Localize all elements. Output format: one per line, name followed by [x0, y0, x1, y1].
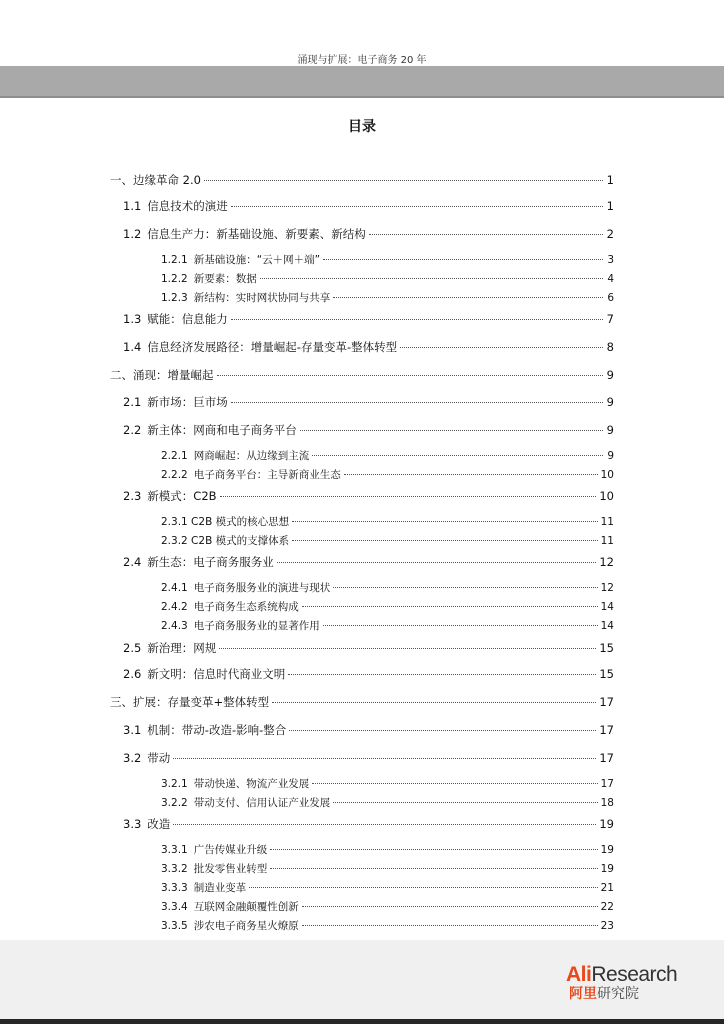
toc-entry-page: 18 — [600, 797, 614, 809]
toc-dot-leader — [312, 783, 597, 784]
toc-entry-page: 19 — [599, 817, 614, 831]
toc-entry-number: 2.2.2 — [161, 469, 188, 481]
toc-entry-title: 电子商务服务业的演进与现状 — [193, 582, 331, 594]
toc-entry-title: 电子商务生态系统构成 — [193, 601, 299, 613]
toc-entry[interactable] — [161, 271, 614, 287]
toc-entry-page: 9 — [606, 423, 614, 437]
toc-entry-number: 3.3.2 — [161, 863, 188, 875]
toc-dot-leader — [302, 906, 598, 907]
toc-dot-leader — [260, 278, 603, 279]
toc-entry[interactable] — [161, 861, 614, 877]
toc-title: 目录 — [348, 119, 376, 135]
toc-dot-leader — [289, 730, 596, 731]
logo-text-ali: Ali — [566, 963, 592, 986]
toc-dot-leader — [312, 455, 603, 456]
toc-dot-leader — [270, 849, 597, 850]
toc-entry[interactable] — [161, 290, 614, 306]
toc-entry[interactable] — [123, 750, 614, 766]
toc-entry[interactable] — [161, 899, 614, 915]
toc-entry-page: 8 — [606, 340, 614, 354]
toc-entry[interactable] — [161, 533, 614, 549]
toc-entry-title: 三、扩展：存量变革+整体转型 — [110, 695, 270, 709]
toc-entry-page: 9 — [606, 368, 614, 382]
toc-entry-number: 2.3 — [123, 489, 142, 503]
toc-entry-page: 19 — [600, 844, 614, 856]
toc-entry[interactable] — [123, 339, 614, 355]
running-header: 涌现与扩展：电子商务 20 年 — [297, 55, 427, 66]
toc-entry-page: 7 — [606, 312, 614, 326]
logo-text-cn-institute: 研究院 — [597, 986, 639, 1002]
toc-dot-leader — [302, 925, 598, 926]
toc-entry[interactable] — [161, 252, 614, 268]
toc-entry-number: 3.2.1 — [161, 778, 188, 790]
toc-dot-leader — [277, 562, 597, 563]
toc-dot-leader — [270, 868, 597, 869]
toc-dot-leader — [288, 674, 596, 675]
toc-entry[interactable] — [161, 599, 614, 615]
toc-entry-title: 信息生产力：新基础设施、新要素、新结构 — [147, 227, 366, 241]
toc-entry-page: 11 — [600, 535, 614, 547]
toc-dot-leader — [173, 758, 596, 759]
toc-entry-page: 10 — [599, 489, 614, 503]
toc-entry[interactable] — [161, 795, 614, 811]
toc-entry-title: 带动支付、信用认证产业发展 — [193, 797, 331, 809]
toc-entry-number: 1.2.3 — [161, 292, 188, 304]
toc-entry-title: 新模式：C2B — [147, 489, 217, 503]
toc-entry-title: 新生态：电子商务服务业 — [147, 555, 274, 569]
toc-entry[interactable] — [110, 172, 614, 188]
toc-entry-page: 21 — [600, 882, 614, 894]
toc-entry-number: 1.2.1 — [161, 254, 188, 266]
toc-entry-title: 涉农电子商务星火燎原 — [193, 920, 299, 932]
toc-entry-page: 12 — [599, 555, 614, 569]
toc-entry-number: 3.3.5 — [161, 920, 188, 932]
toc-entry-number: 1.2.2 — [161, 273, 188, 285]
toc-entry-number: 3.3 — [123, 817, 142, 831]
toc-dot-leader — [249, 887, 597, 888]
toc-entry[interactable] — [161, 467, 614, 483]
logo-text-research: Research — [591, 963, 678, 986]
toc-dot-leader — [231, 319, 603, 320]
toc-entry[interactable] — [161, 448, 614, 464]
toc-entry-page: 17 — [599, 751, 614, 765]
toc-entry-number: 1.3 — [123, 312, 142, 326]
toc-entry-title: 一、边缘革命 2.0 — [110, 173, 201, 187]
toc-entry-page: 11 — [600, 516, 614, 528]
toc-dot-leader — [369, 234, 603, 235]
toc-entry-number: 1.1 — [123, 199, 142, 213]
toc-entry-number: 3.2 — [123, 751, 142, 765]
toc-dot-leader — [217, 375, 604, 376]
toc-entry-page: 17 — [599, 695, 614, 709]
toc-entry-title: 新基础设施：“云＋网＋端” — [193, 254, 321, 266]
toc-entry-title: 制造业变革 — [193, 882, 247, 894]
toc-entry[interactable] — [123, 488, 614, 504]
toc-entry-page: 10 — [600, 469, 614, 481]
toc-entry-page: 4 — [607, 273, 614, 285]
toc-entry-number: 2.6 — [123, 667, 142, 681]
toc-entry-title: 2.3.2 C2B 模式的支撑体系 — [161, 535, 290, 547]
toc-entry-title: 新要素：数据 — [193, 273, 257, 285]
toc-entry-number: 3.3.4 — [161, 901, 188, 913]
toc-entry-page: 1 — [606, 173, 614, 187]
toc-entry-title: 二、涌现：增量崛起 — [110, 368, 214, 382]
toc-entry-title: 信息技术的演进 — [147, 199, 228, 213]
toc-entry-number: 3.3.3 — [161, 882, 188, 894]
toc-entry-number: 1.4 — [123, 340, 142, 354]
toc-entry-number: 2.1 — [123, 395, 142, 409]
toc-dot-leader — [292, 521, 598, 522]
toc-entry-title: 新结构：实时网状协同与共享 — [193, 292, 331, 304]
toc-entry[interactable] — [123, 198, 614, 214]
toc-entry-number: 2.4.1 — [161, 582, 188, 594]
toc-dot-leader — [333, 587, 597, 588]
toc-dot-leader — [173, 824, 596, 825]
toc-entry-page: 3 — [607, 254, 614, 266]
toc-entry[interactable] — [161, 842, 614, 858]
toc-entry[interactable] — [161, 618, 614, 634]
toc-entry-title: 网商崛起：从边缘到主流 — [193, 450, 310, 462]
toc-entry-page: 15 — [599, 641, 614, 655]
toc-entry-number: 2.2 — [123, 423, 142, 437]
toc-entry[interactable] — [123, 722, 614, 738]
toc-entry[interactable] — [123, 816, 614, 832]
toc-entry[interactable] — [161, 580, 614, 596]
toc-dot-leader — [219, 648, 596, 649]
toc-entry-page: 19 — [600, 863, 614, 875]
toc-entry-page: 15 — [599, 667, 614, 681]
toc-dot-leader — [272, 702, 596, 703]
toc-entry-title: 2.3.1 C2B 模式的核心思想 — [161, 516, 290, 528]
toc-entry-page: 14 — [600, 620, 614, 632]
toc-dot-leader — [204, 180, 603, 181]
toc-entry-title: 带动 — [147, 751, 171, 765]
toc-entry[interactable] — [123, 226, 614, 242]
toc-entry-page: 12 — [600, 582, 614, 594]
toc-entry[interactable] — [161, 514, 614, 530]
toc-dot-leader — [344, 474, 598, 475]
toc-entry-page: 17 — [599, 723, 614, 737]
toc-entry-number: 2.4.2 — [161, 601, 188, 613]
toc-dot-leader — [400, 347, 603, 348]
toc-entry-title: 新主体：网商和电子商务平台 — [147, 423, 297, 437]
toc-entry-title: 电子商务平台：主导新商业生态 — [193, 469, 341, 481]
toc-entry-number: 3.1 — [123, 723, 142, 737]
toc-dot-leader — [302, 606, 598, 607]
toc-entry[interactable] — [110, 367, 614, 383]
toc-dot-leader — [333, 802, 597, 803]
toc-dot-leader — [323, 625, 598, 626]
toc-entry-page: 9 — [607, 450, 614, 462]
toc-entry-page: 22 — [600, 901, 614, 913]
toc-entry-title: 互联网金融颠覆性创新 — [193, 901, 299, 913]
toc-entry-title: 带动快递、物流产业发展 — [193, 778, 310, 790]
toc-entry[interactable] — [110, 694, 614, 710]
toc-entry-title: 新市场：巨市场 — [147, 395, 228, 409]
toc-entry[interactable] — [123, 422, 614, 438]
toc-dot-leader — [231, 402, 603, 403]
toc-entry[interactable] — [123, 666, 614, 682]
toc-entry-number: 2.5 — [123, 641, 142, 655]
toc-entry-page: 2 — [606, 227, 614, 241]
toc-entry-number: 2.4 — [123, 555, 142, 569]
toc-entry-title: 机制：带动-改造-影响-整合 — [147, 723, 287, 737]
toc-dot-leader — [300, 430, 603, 431]
toc-entry-title: 赋能：信息能力 — [147, 312, 228, 326]
toc-dot-leader — [333, 297, 603, 298]
toc-entry-page: 9 — [606, 395, 614, 409]
toc-entry-page: 23 — [600, 920, 614, 932]
toc-entry-number: 2.4.3 — [161, 620, 188, 632]
toc-entry-title: 新文明：信息时代商业文明 — [147, 667, 286, 681]
toc-entry-number: 1.2 — [123, 227, 142, 241]
toc-entry-title: 新治理：网规 — [147, 641, 217, 655]
toc-entry-title: 改造 — [147, 817, 171, 831]
toc-entry-number: 2.2.1 — [161, 450, 188, 462]
toc-entry[interactable] — [123, 554, 614, 570]
toc-entry-page: 1 — [606, 199, 614, 213]
toc-entry-title: 电子商务服务业的显著作用 — [193, 620, 320, 632]
toc-entry-page: 6 — [607, 292, 614, 304]
toc-entry[interactable] — [161, 918, 614, 934]
aliresearch-logo — [566, 963, 706, 1003]
footer-line — [0, 1019, 724, 1024]
toc-entry[interactable] — [161, 880, 614, 896]
toc-entry[interactable] — [123, 311, 614, 327]
toc-dot-leader — [220, 496, 597, 497]
toc-entry-title: 信息经济发展路径：增量崛起-存量变革-整体转型 — [147, 340, 398, 354]
toc-entry-number: 3.2.2 — [161, 797, 188, 809]
toc-entry-number: 3.3.1 — [161, 844, 188, 856]
toc-entry[interactable] — [123, 640, 614, 656]
toc-dot-leader — [323, 259, 603, 260]
toc-entry-title: 广告传媒业升级 — [193, 844, 268, 856]
toc-dot-leader — [292, 540, 598, 541]
toc-entry[interactable] — [161, 776, 614, 792]
toc-entry-page: 14 — [600, 601, 614, 613]
toc-entry[interactable] — [123, 394, 614, 410]
toc-entry-title: 批发零售业转型 — [193, 863, 268, 875]
toc-dot-leader — [231, 206, 603, 207]
logo-text-cn-ali: 阿里 — [569, 986, 597, 1002]
toc-entry-page: 17 — [600, 778, 614, 790]
